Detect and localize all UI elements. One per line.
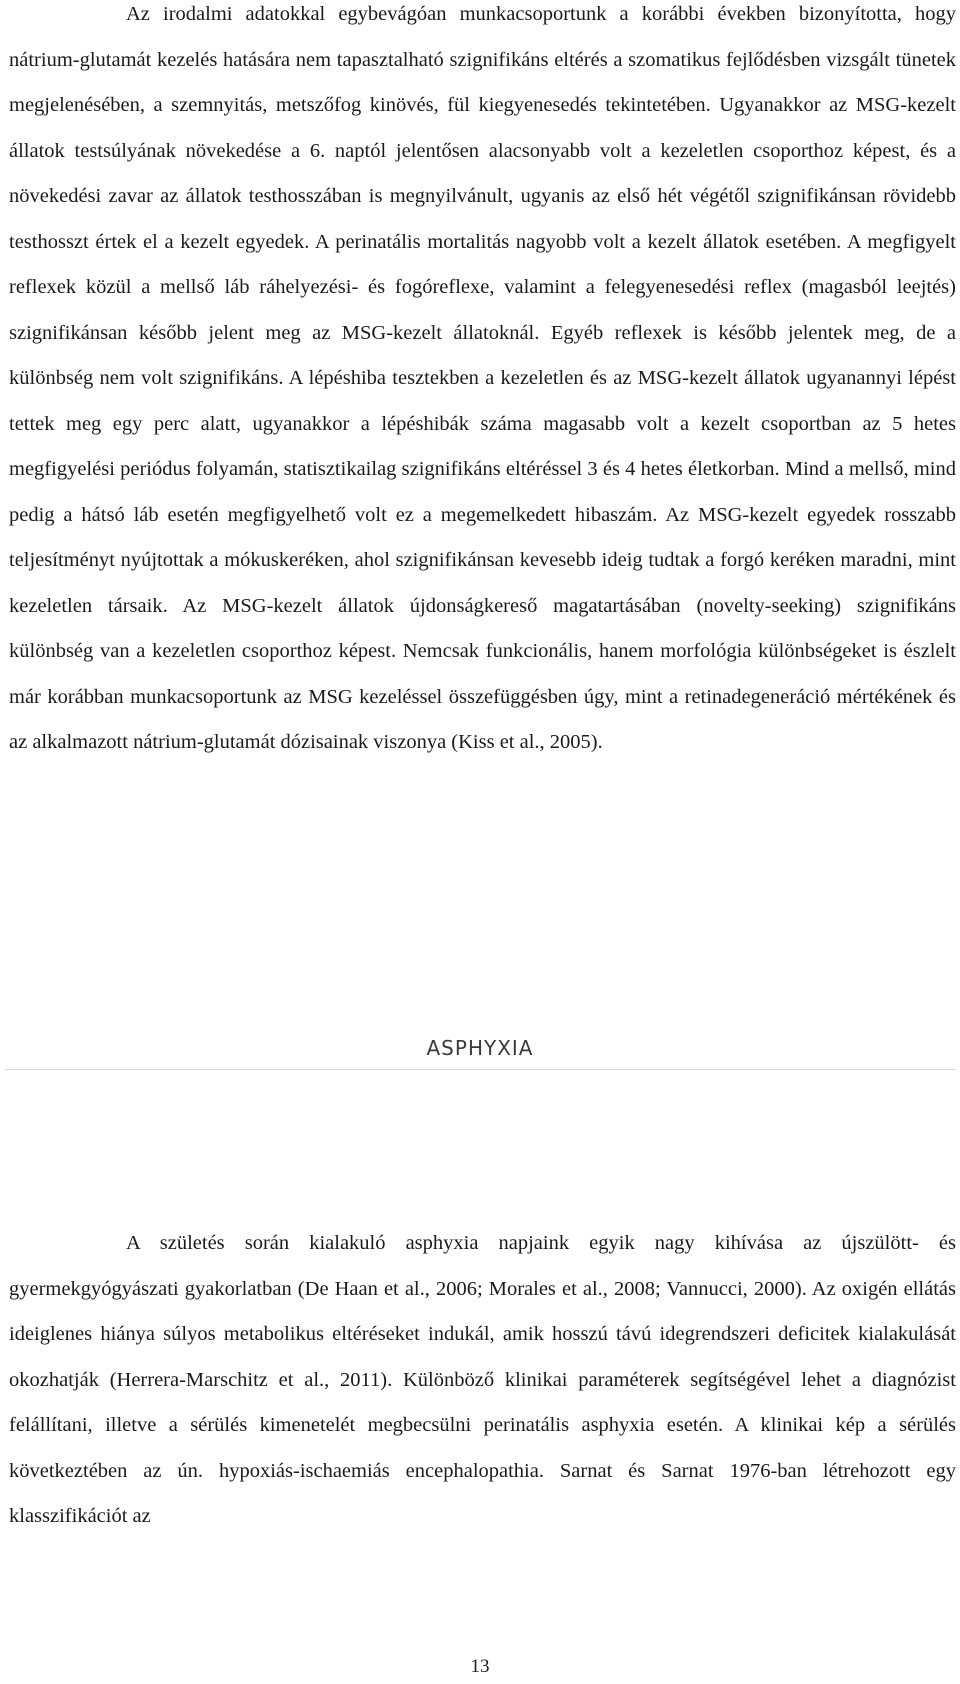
heading-divider: [5, 1069, 956, 1070]
page-number: 13: [470, 1656, 490, 1677]
body-paragraph-asphyxia-intro: A születés során kialakuló asphyxia napjaink egyik nagy kihívása az újszülött- és gyermekgyógyászati gyakorlatban (De Haan et al., 2006; Morales et al., 2008; Vannucci, 2000). Az oxigén ellátás ideiglenes hiánya súlyos metabolikus eltéréseket indukál, amik hosszú távú idegrendszeri deficitek kialakulását okozhatják (Herrera-Marschitz et al., 2011). Különböző klinikai paraméterek segítségével lehet a diagnózist felállítani, illetve a sérülés kimenetelét megbecsülni perinatális asphyxia esetén. A klinikai kép a sérülés következtében az ún. hypoxiás-ischaemiás encephalopathia. Sarnat és Sarnat 1976-ban létrehozott egy klasszifikációt az: [9, 1232, 956, 1527]
section-heading-asphyxia: ASPHYXIA: [426, 1036, 534, 1060]
body-paragraph-msg-findings: Az irodalmi adatokkal egybevágóan munkacsoportunk a korábbi években bizonyította, hogy nátrium-glutamát kezelés hatására nem tapasztalható szignifikáns eltérés a szomatikus fejlődésben vizsgált tünetek megjelenésében, a szemnyitás, metszőfog kinövés, fül kiegyenesedés tekintetében. Ugyanakkor az MSG-kezelt állatok testsúlyának növekedése a 6. naptól jelentősen alacsonyabb volt a kezeletlen csoporthoz képest, és a növekedési zavar az állatok testhosszában is megnyilvánult, ugyanis az első hét végétől szignifikánsan rövidebb testhosszt értek el a kezelt egyedek. A perinatális mortalitás nagyobb volt a kezelt állatok esetében. A megfigyelt reflexek közül a mellső láb ráhelyezési- és fogóreflexe, valamint a felegyenesedési reflex (magasból leejtés) szignifikánsan később jelent meg az MSG-kezelt állatoknál. Egyéb reflexek is később jelentek meg, de a különbség nem volt szignifikáns. A lépéshiba tesztekben a kezeletlen és az MSG-kezelt állatok ugyanannyi lépést tettek meg egy perc alatt, ugyanakkor a lépéshibák száma magasabb volt a kezelt csoportban az 5 hetes megfigyelési periódus folyamán, statisztikailag szignifikáns eltéréssel 3 és 4 hetes életkorban. Mind a mellső, mind pedig a hátsó láb esetén megfigyelhető volt ez a megemelkedett hibaszám. Az MSG-kezelt egyedek rosszabb teljesítményt nyújtottak a mókuskeréken, ahol szignifikánsan kevesebb ideig tudtak a forgó keréken maradni, mint kezeletlen társaik. Az MSG-kezelt állatok újdonságkereső magatartásában (novelty-seeking) szignifikáns különbség van a kezeletlen csoporthoz képest. Nemcsak funkcionális, hanem morfológia különbségeket is észlelt már korábban munkacsoportunk az MSG kezeléssel összefüggésben úgy, mint a retinadegeneráció mértékének és az alkalmazott nátrium-glutamát dózisainak viszonya (Kiss et al., 2005).: [9, 3, 956, 753]
